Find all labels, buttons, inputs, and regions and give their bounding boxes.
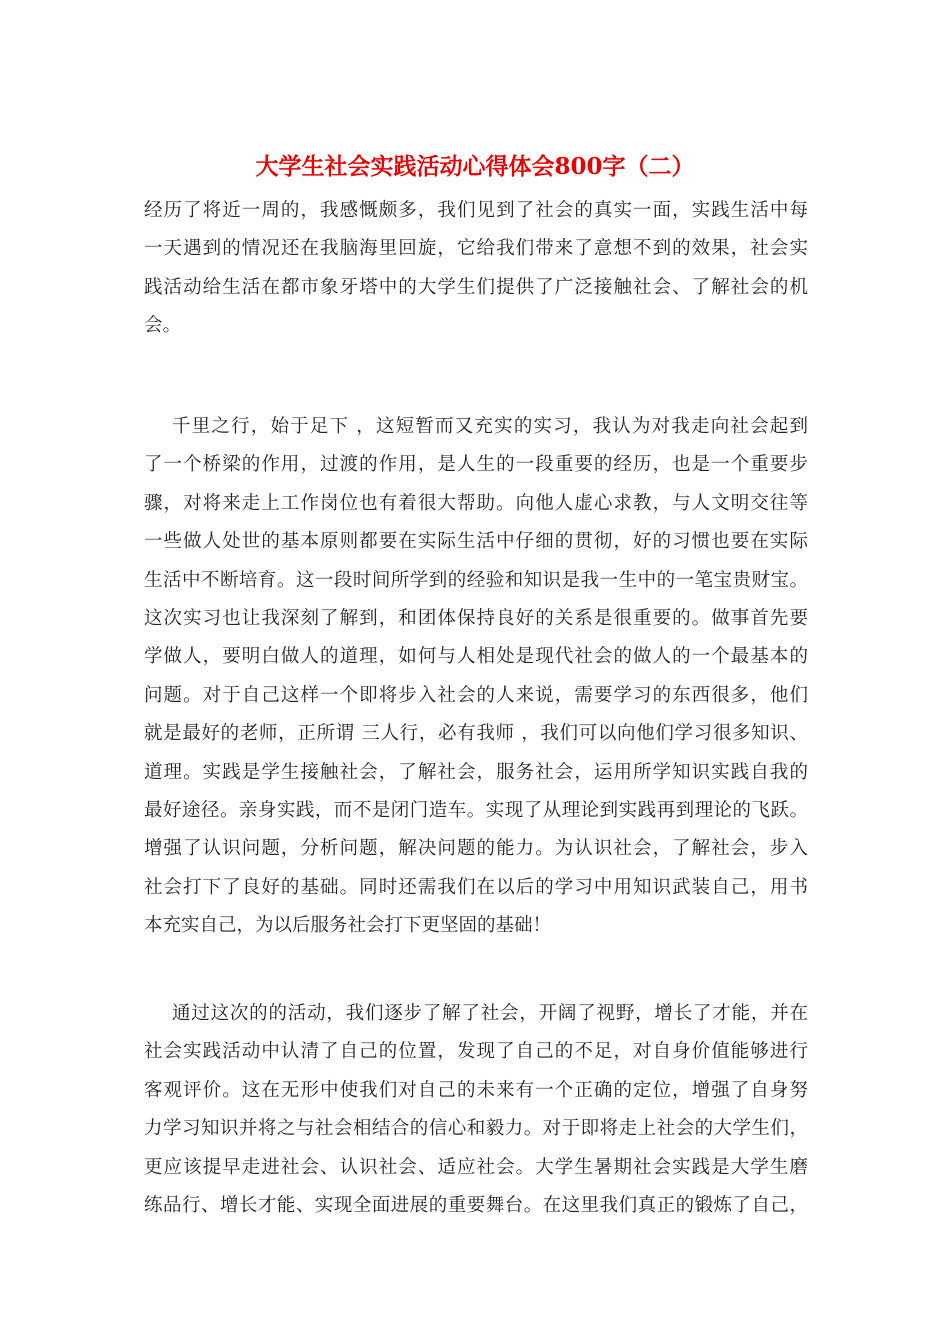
paragraph-line: 生活中不断培育。这一段时间所学到的经验和知识是我一生中的一笔宝贵财宝。: [144, 569, 808, 591]
paragraph-line: 更应该提早走进社会、认识社会、适应社会。大学生暑期社会实践是大学生磨: [144, 1156, 808, 1178]
paragraph-line: 经历了将近一周的，我感慨颇多，我们见到了社会的真实一面，实践生活中每: [144, 200, 808, 221]
paragraph-line: 增强了认识问题，分析问题，解决问题的能力。为认识社会，了解社会，步入: [144, 838, 808, 860]
paragraph-3: [144, 995, 808, 1225]
paragraph-line: 学做人，要明白做人的道理，如何与人相处是现代社会的做人的一个最基本的: [144, 646, 808, 668]
paragraph-line: 就是最好的老师，正所谓 三人行，必有我师 ，我们可以向他们学习很多知识、: [144, 723, 808, 745]
paragraph-line: 一天遇到的情况还在我脑海里回旋，它给我们带来了意想不到的效果，社会实: [144, 238, 808, 260]
paragraph-line: 本充实自己，为以后服务社会打下更坚固的基础！: [144, 915, 552, 937]
paragraph-line: 了一个桥梁的作用，过渡的作用，是人生的一段重要的经历，也是一个重要步: [144, 454, 808, 476]
paragraph-line: 一些做人处世的基本原则都要在实际生活中仔细的贯彻，好的习惯也要在实际: [144, 531, 808, 553]
paragraph-line: 最好途径。亲身实践，而不是闭门造车。实现了从理论到实践再到理论的飞跃。: [144, 799, 808, 821]
paragraph-line: 践活动给生活在都市象牙塔中的大学生们提供了广泛接触社会、了解社会的机: [144, 276, 808, 298]
paragraph-1: [144, 192, 808, 346]
paragraph-line: 力学习知识并将之与社会相结合的信心和毅力。对于即将走上社会的大学生们，: [144, 1118, 808, 1140]
document-title: 大学生社会实践活动心得体会800字（二）: [255, 153, 695, 180]
paragraph-line: 千里之行，始于足下 ，这短暂而又充实的实习，我认为对我走向社会起到: [172, 416, 808, 437]
paragraph-line: 道理。实践是学生接触社会，了解社会，服务社会，运用所学知识实践自我的: [144, 761, 808, 783]
paragraph-line: 这次实习也让我深刻了解到，和团体保持良好的关系是很重要的。做事首先要: [144, 607, 808, 629]
paragraph-2: [144, 408, 808, 945]
paragraph-line: 社会实践活动中认清了自己的位置，发现了自己的不足，对自身价值能够进行: [144, 1041, 808, 1063]
paragraph-line: 客观评价。这在无形中使我们对自己的未来有一个正确的定位，增强了自身努: [144, 1079, 808, 1101]
paragraph-line: 通过这次的的活动，我们逐步了解了社会，开阔了视野，增长了才能，并在: [172, 1003, 808, 1024]
paragraph-line: 问题。对于自己这样一个即将步入社会的人来说，需要学习的东西很多，他们: [144, 684, 808, 706]
paragraph-line: 练品行、增长才能、实现全面进展的重要舞台。在这里我们真正的锻炼了自己，: [144, 1194, 808, 1216]
paragraph-line: 会。: [144, 315, 182, 337]
paragraph-line: 骤，对将来走上工作岗位也有着很大帮助。向他人虚心求教，与人文明交往等: [144, 492, 808, 514]
paragraph-line: 社会打下了良好的基础。同时还需我们在以后的学习中用知识武装自己，用书: [144, 876, 808, 898]
